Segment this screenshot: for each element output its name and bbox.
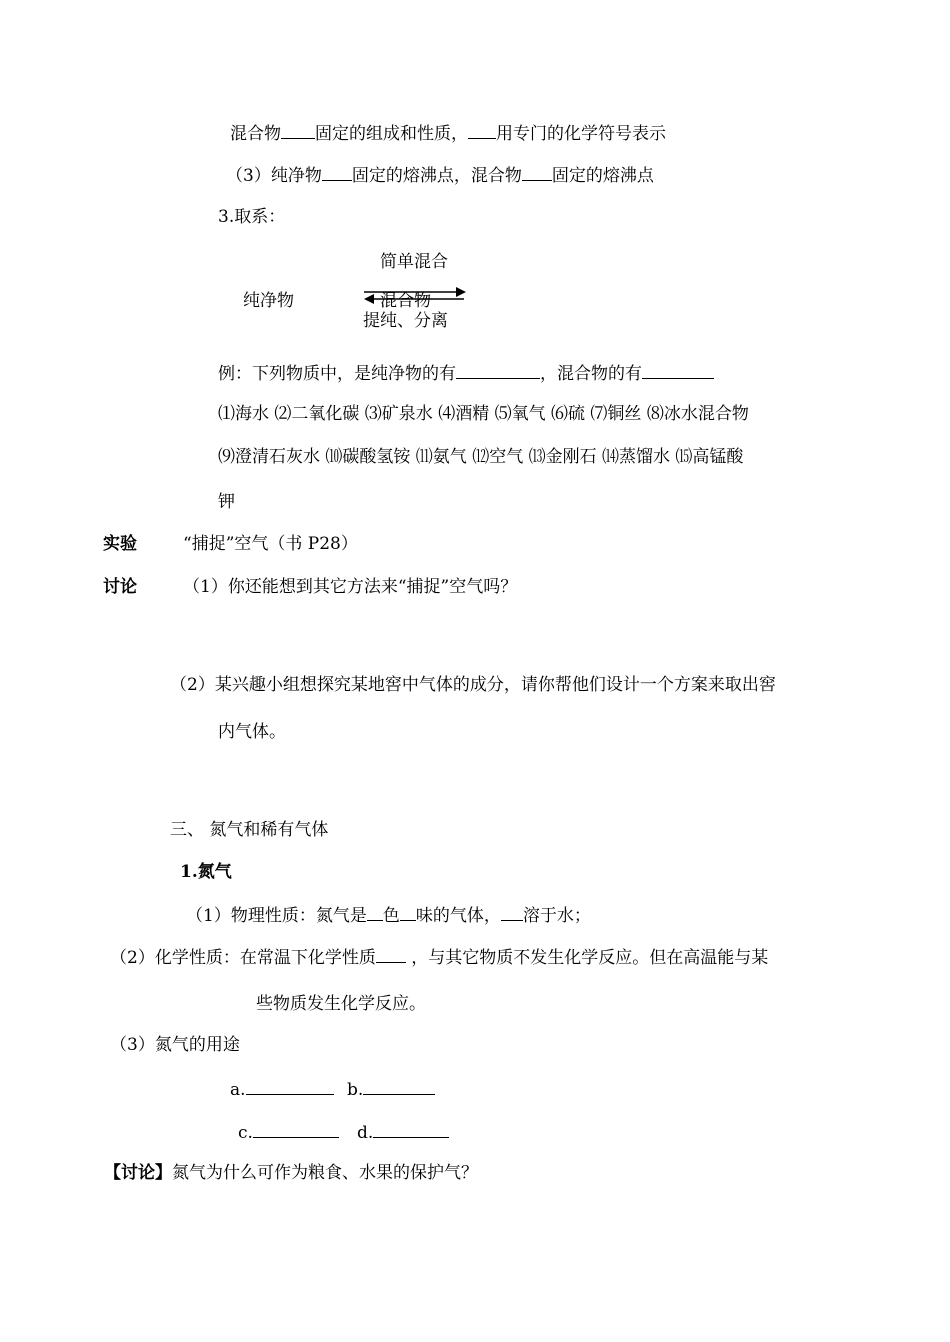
fill-blank[interactable]: [642, 361, 714, 379]
diagram-top-label: 简单混合: [380, 252, 448, 272]
nitrogen-discussion: [104, 1162, 478, 1184]
nitrogen-uses-title: （3）氮气的用途: [110, 1035, 240, 1055]
nitrogen-subheading: 1.氮气: [180, 862, 232, 882]
discussion-label: 讨论: [103, 577, 137, 597]
fill-blank[interactable]: [281, 121, 315, 139]
items-line-2: ⑼澄清石灰水 ⑽碳酸氢铵 ⑾氨气 ⑿空气 ⒀金刚石 ⒁蒸馏水 ⒂高锰酸: [218, 447, 744, 467]
text: 用专门的化学符号表示: [496, 124, 666, 144]
text: （2）化学性质：在常温下化学性质: [110, 948, 376, 968]
discussion-q2-line1: （2）某兴趣小组想探究某地窖中气体的成分，请你帮他们设计一个方案来取出窖: [170, 675, 776, 695]
use-b: [347, 1077, 435, 1101]
fill-blank[interactable]: [501, 903, 523, 921]
text: 固定的组成和性质，: [315, 124, 468, 144]
use-d: [357, 1120, 449, 1144]
text: 固定的熔沸点: [551, 166, 654, 186]
discussion-q1: （1）你还能想到其它方法来“捕捉”空气吗？: [183, 577, 518, 597]
text: 固定的熔沸点，混合物: [351, 166, 522, 186]
fill-blank[interactable]: [400, 903, 416, 921]
fill-blank[interactable]: [468, 121, 496, 139]
text: 混合物: [230, 124, 281, 144]
items-line-3: 钾: [218, 492, 235, 512]
text: ，混合物的有: [540, 364, 642, 384]
fill-blank[interactable]: [322, 163, 352, 181]
fill-blank[interactable]: [363, 1077, 435, 1095]
fill-blank[interactable]: [373, 1120, 449, 1138]
physical-property-line: [186, 903, 591, 927]
diagram-left-label: 纯净物: [243, 291, 294, 311]
relation-title: 3.取系：: [218, 207, 286, 227]
experiment-text: “捕捉”空气（书 P28）: [183, 534, 358, 554]
bidirectional-arrow-icon: [360, 285, 470, 305]
text: b.: [347, 1080, 364, 1100]
chemical-property-line: [110, 945, 768, 969]
text: 氮气为什么可作为粮食、水果的保护气？: [172, 1163, 478, 1183]
text: 味的气体，: [415, 906, 501, 926]
melting-point-line: [226, 163, 654, 187]
fill-blank[interactable]: [246, 1077, 334, 1095]
discussion-bracket-label: 【讨论】: [104, 1163, 172, 1183]
text: c.: [238, 1123, 253, 1143]
section3-heading: 三、 氮气和稀有气体: [170, 820, 329, 840]
diagram-right-label: 混合物: [380, 291, 431, 311]
chemical-property-line-2: 些物质发生化学反应。: [256, 994, 426, 1014]
items-line-1: ⑴海水 ⑵二氧化碳 ⑶矿泉水 ⑷酒精 ⑸氧气 ⑹硫 ⑺铜丝 ⑻冰水混合物: [218, 404, 749, 424]
mixture-property-line: [230, 121, 666, 145]
text: （3）纯净物: [226, 166, 322, 186]
experiment-label: 实验: [103, 534, 137, 554]
text: d.: [357, 1123, 374, 1143]
text: 例：下列物质中，是纯净物的有: [218, 364, 456, 384]
text: （1）物理性质：氮气是: [186, 906, 367, 926]
text: 溶于水；: [522, 906, 591, 926]
fill-blank[interactable]: [253, 1120, 339, 1138]
text: ，与其它物质不发生化学反应。但在高温能与某: [405, 948, 769, 968]
fill-blank[interactable]: [456, 361, 540, 379]
example-question: [218, 361, 714, 385]
use-a: [230, 1077, 334, 1101]
text: a.: [230, 1080, 246, 1100]
fill-blank[interactable]: [522, 163, 552, 181]
diagram-bottom-label: 提纯、分离: [363, 311, 448, 331]
use-c: [238, 1120, 339, 1144]
fill-blank[interactable]: [367, 903, 383, 921]
fill-blank[interactable]: [376, 945, 406, 963]
discussion-q2-line2: 内气体。: [218, 722, 286, 742]
text: 色: [382, 906, 400, 926]
